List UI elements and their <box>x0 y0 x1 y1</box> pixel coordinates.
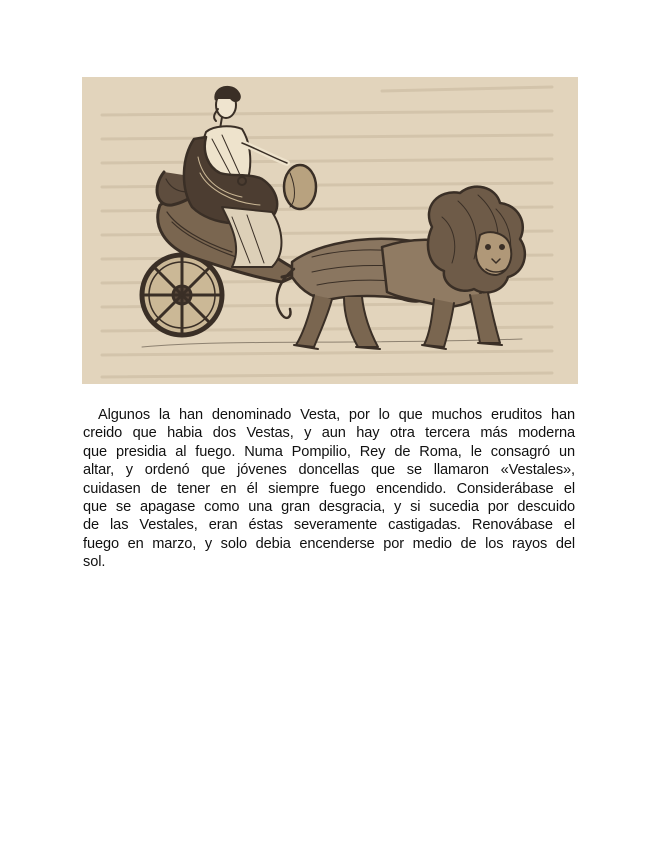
paragraph-line: altar, y ordenó que jóvenes doncellas que se llamaron «Vestales», <box>83 462 575 479</box>
paragraph-line: de las Vestales, eran éstas severamente castigadas. Renovábase el <box>83 517 575 534</box>
body-paragraph <box>83 406 575 572</box>
paragraph-line: sol. <box>83 554 106 571</box>
paragraph-line: fuego en marzo, y solo debia encenderse por medio de los rayos del <box>83 535 575 552</box>
vesta-chariot-illustration <box>82 77 578 384</box>
paragraph-line: Algunos la han denominado Vesta, por lo que muchos eruditos han <box>98 407 575 423</box>
engraving-svg <box>82 77 578 384</box>
paragraph-line: que se apagase como una gran desgracia, y si sucedia por descuido <box>83 499 575 516</box>
paragraph-line: creido que habia dos Vestas, y aun hay otra tercera más moderna <box>83 425 575 442</box>
paragraph-vesta <box>83 406 575 572</box>
wheel-shape <box>142 255 222 335</box>
paragraph-line: que presidia al fuego. Numa Pompilio, Rey de Roma, le consagró un <box>83 443 575 460</box>
paragraph-line: cuidasen de tener en él siempre fuego encendido. Considerábase el <box>83 480 575 497</box>
